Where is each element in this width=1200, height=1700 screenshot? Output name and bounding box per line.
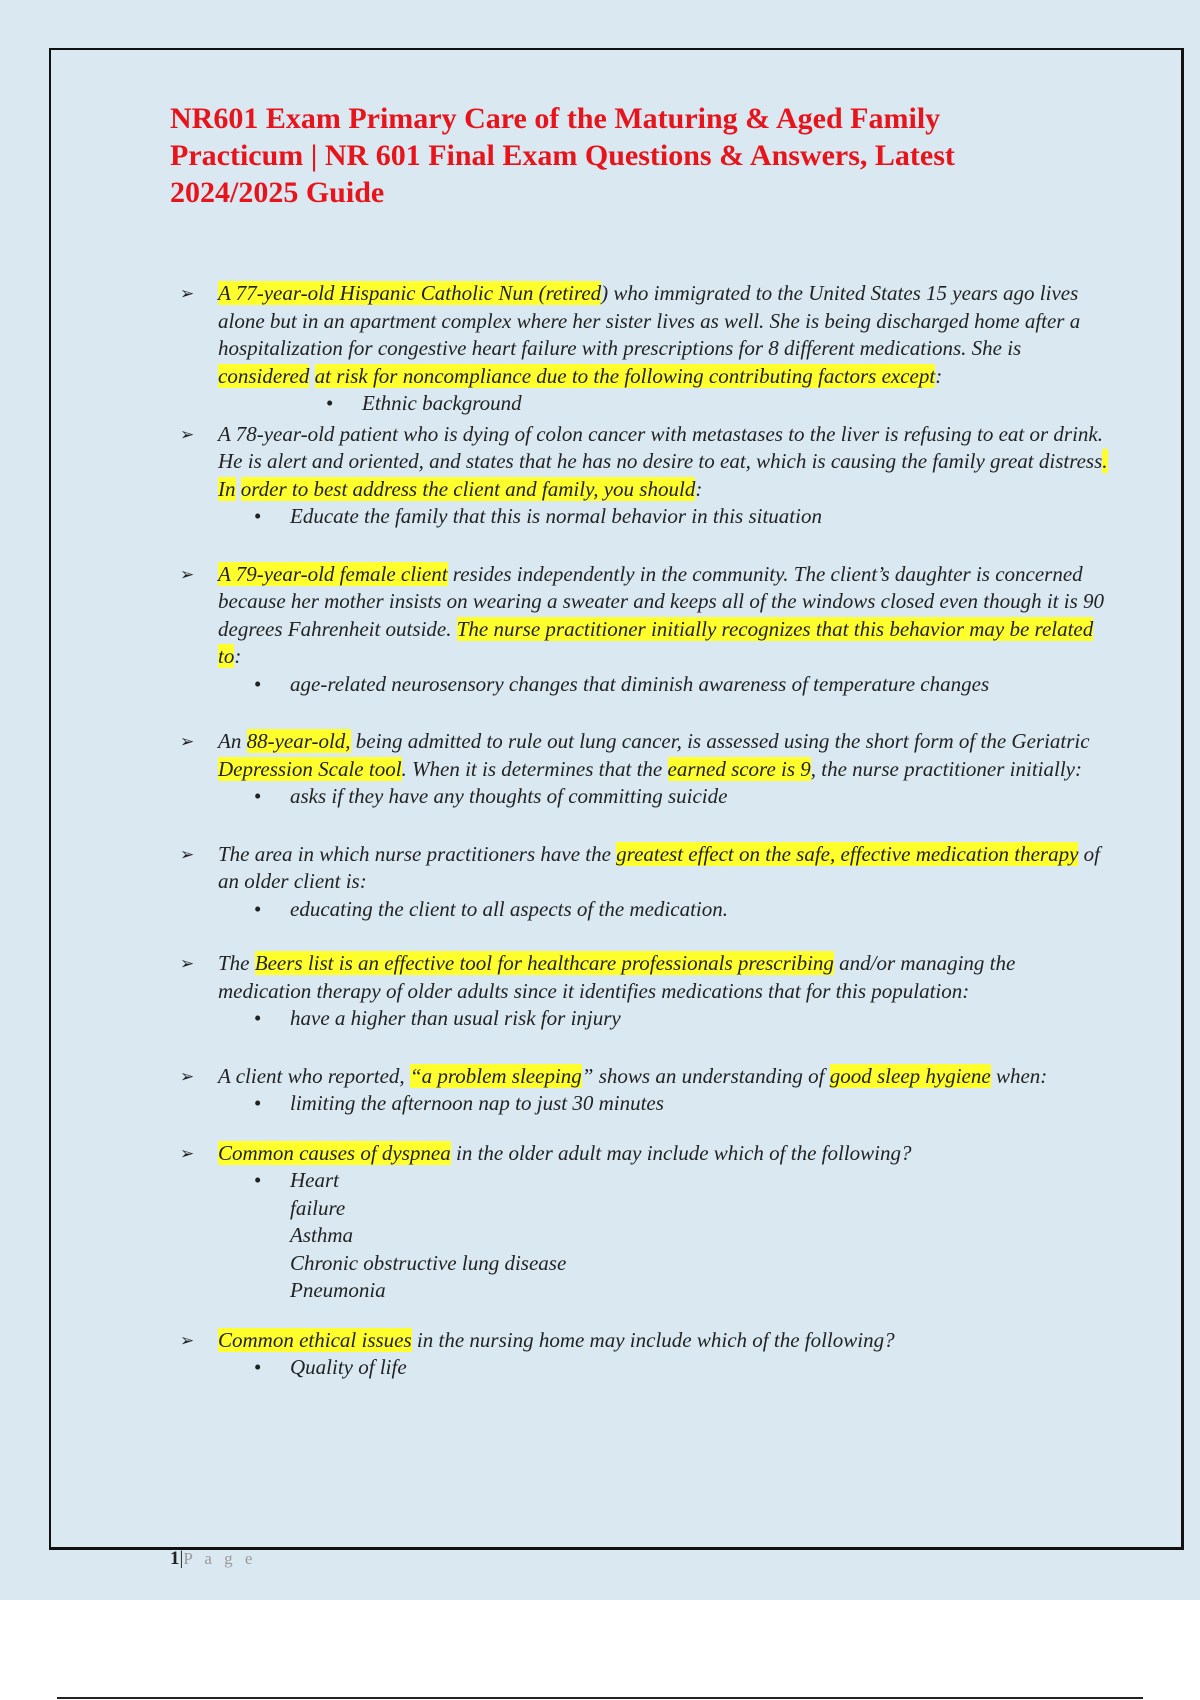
text-segment: in the older adult may include which of the following? <box>450 1140 912 1165</box>
text-segment: ” shows an understanding of <box>581 1063 830 1088</box>
question-text <box>218 561 1110 671</box>
text-segment <box>309 364 314 388</box>
bullet-icon: • <box>326 391 334 415</box>
answer-text: failure <box>290 1195 346 1220</box>
answer-text: educating the client to all aspects of the medication. <box>290 896 728 921</box>
bullet-icon: • <box>254 784 262 808</box>
highlight: considered <box>218 363 310 388</box>
text-segment: A 78-year-old patient who is dying of colon cancer with metastases to the liver is refusing to eat or drink. He is alert and oriented, and states that he has no desire to eat, which is causing the family great distress <box>218 421 1103 473</box>
answer-text: Chronic obstructive lung disease <box>290 1250 567 1275</box>
text-segment: in the nursing home may include which of the following? <box>411 1327 895 1352</box>
answer-item <box>180 896 1110 924</box>
question-text <box>218 1140 1110 1168</box>
answer-text: Pneumonia <box>290 1278 386 1302</box>
question-text <box>218 421 1110 504</box>
answer-text: age-related neurosensory changes that diminish awareness of temperature changes <box>290 671 990 696</box>
highlight: order to best address the client and family, you should <box>240 476 696 501</box>
page-label: P a g e <box>183 1549 257 1568</box>
question-item <box>180 1327 1110 1355</box>
arrow-bullet-icon: ➢ <box>180 424 195 444</box>
text-segment: and/or managing the medication therapy of older adults since it identifies medications that for this population: <box>218 951 1016 1003</box>
text-segment <box>236 477 241 501</box>
question-item <box>180 561 1110 671</box>
highlight: 88-year-old, <box>246 729 351 753</box>
text-segment: of an older client is: <box>218 841 1100 893</box>
title-line: NR601 Exam Primary Care of the Maturing & Aged Family <box>170 102 941 135</box>
text-segment: . When it is determines that the <box>401 756 668 781</box>
question-text <box>218 1327 1110 1355</box>
arrow-bullet-icon: ➢ <box>180 284 195 303</box>
question-item <box>180 950 1110 1005</box>
bullet-icon: • <box>254 896 262 921</box>
answer-item <box>180 1167 1110 1305</box>
bullet-icon: • <box>254 1091 262 1115</box>
answer-text: Heart <box>290 1168 339 1192</box>
question-item <box>180 1063 1110 1091</box>
highlight: Common ethical issues <box>218 1327 412 1352</box>
arrow-bullet-icon: ➢ <box>180 954 195 973</box>
text-segment: ) who immigrated to the United States 15 years ago lives alone but in an apartment complex where her sister lives as well. She is being discharged home after a hospitalization for congestive heart failure with prescriptions for 8 different medications. She is <box>218 281 1081 360</box>
highlight: Common causes of dyspnea <box>218 1140 451 1165</box>
page-number: 1 <box>170 1548 180 1569</box>
answer-text: limiting the afternoon nap to just 30 minutes <box>290 1091 664 1115</box>
highlight: Depression Scale tool <box>218 756 402 781</box>
text-segment: : <box>234 644 242 668</box>
answer-item <box>180 1354 1110 1382</box>
arrow-bullet-icon: ➢ <box>180 844 195 864</box>
arrow-bullet-icon: ➢ <box>180 1066 195 1086</box>
answer-item <box>180 671 1110 699</box>
text-segment: The <box>218 951 255 975</box>
highlight: The nurse practitioner initially recognizes that this behavior may be related to <box>218 616 1094 668</box>
question-list <box>180 280 1110 1382</box>
question-item <box>180 841 1110 896</box>
question-text <box>218 841 1110 896</box>
bullet-icon: • <box>254 1006 262 1030</box>
answer-text: Quality of life <box>290 1355 407 1379</box>
text-segment: , the nurse practitioner initially: <box>810 756 1082 781</box>
question-text <box>218 950 1110 1005</box>
page-footer <box>170 1548 256 1570</box>
text-segment: being admitted to rule out lung cancer, is assessed using the short form of the Geriatric <box>350 729 1090 753</box>
page-separator: | <box>179 1548 184 1569</box>
question-text <box>218 728 1110 783</box>
question-text <box>218 280 1110 390</box>
arrow-bullet-icon: ➢ <box>180 1330 195 1350</box>
arrow-bullet-icon: ➢ <box>180 1143 195 1163</box>
highlight: earned score is 9 <box>667 756 811 781</box>
highlight: . In <box>218 449 1108 501</box>
answer-item <box>180 1005 1110 1033</box>
text-segment: : <box>935 363 943 388</box>
text-segment: : <box>695 476 703 501</box>
answer-text: Asthma <box>290 1223 353 1247</box>
highlight: “a problem sleeping <box>409 1063 582 1088</box>
highlight: A 79-year-old female client <box>218 561 448 586</box>
arrow-bullet-icon: ➢ <box>180 564 195 584</box>
title-line: 2024/2025 Guide <box>170 176 385 209</box>
question-item <box>180 728 1110 783</box>
text-segment: The area in which nurse practitioners have the <box>218 841 617 866</box>
title-line: Practicum | NR 601 Final Exam Questions & Answers, Latest <box>170 139 955 172</box>
document-title <box>170 100 1070 211</box>
bottom-rule <box>57 1697 1143 1699</box>
text-segment: A client who reported, <box>218 1063 410 1088</box>
bullet-icon: • <box>254 1168 262 1192</box>
text-segment: An <box>218 729 247 753</box>
highlight: Beers list is an effective tool for healthcare professionals prescribing <box>254 951 834 975</box>
answer-item <box>180 783 1110 811</box>
answer-item <box>180 1090 1110 1118</box>
text-segment: resides independently in the community. The client’s daughter is concerned because her mother insists on wearing a sweater and keeps all of the windows closed even though it is 90 degrees Fahrenheit outside. <box>218 561 1104 641</box>
answer-text: Ethnic background <box>362 391 522 415</box>
text-segment: when: <box>990 1063 1048 1088</box>
answer-text: Educate the family that this is normal behavior in this situation <box>290 504 822 528</box>
question-item <box>180 421 1110 504</box>
bullet-icon: • <box>254 1355 262 1379</box>
highlight: A 77-year-old Hispanic Catholic Nun (retired <box>218 281 602 305</box>
answer-item <box>180 503 1110 531</box>
bullet-icon: • <box>254 504 262 528</box>
highlight: at risk for noncompliance due to the following contributing factors except <box>314 363 936 388</box>
highlight: good sleep hygiene <box>829 1063 991 1088</box>
answer-text: asks if they have any thoughts of committing suicide <box>290 784 728 808</box>
bullet-icon: • <box>254 671 262 696</box>
question-text <box>218 1063 1110 1091</box>
question-item <box>180 280 1110 390</box>
highlight: greatest effect on the safe, effective medication therapy <box>616 841 1079 866</box>
answer-text: have a higher than usual risk for injury <box>290 1006 621 1030</box>
arrow-bullet-icon: ➢ <box>180 732 195 751</box>
answer-item <box>180 390 1110 418</box>
question-item <box>180 1140 1110 1168</box>
